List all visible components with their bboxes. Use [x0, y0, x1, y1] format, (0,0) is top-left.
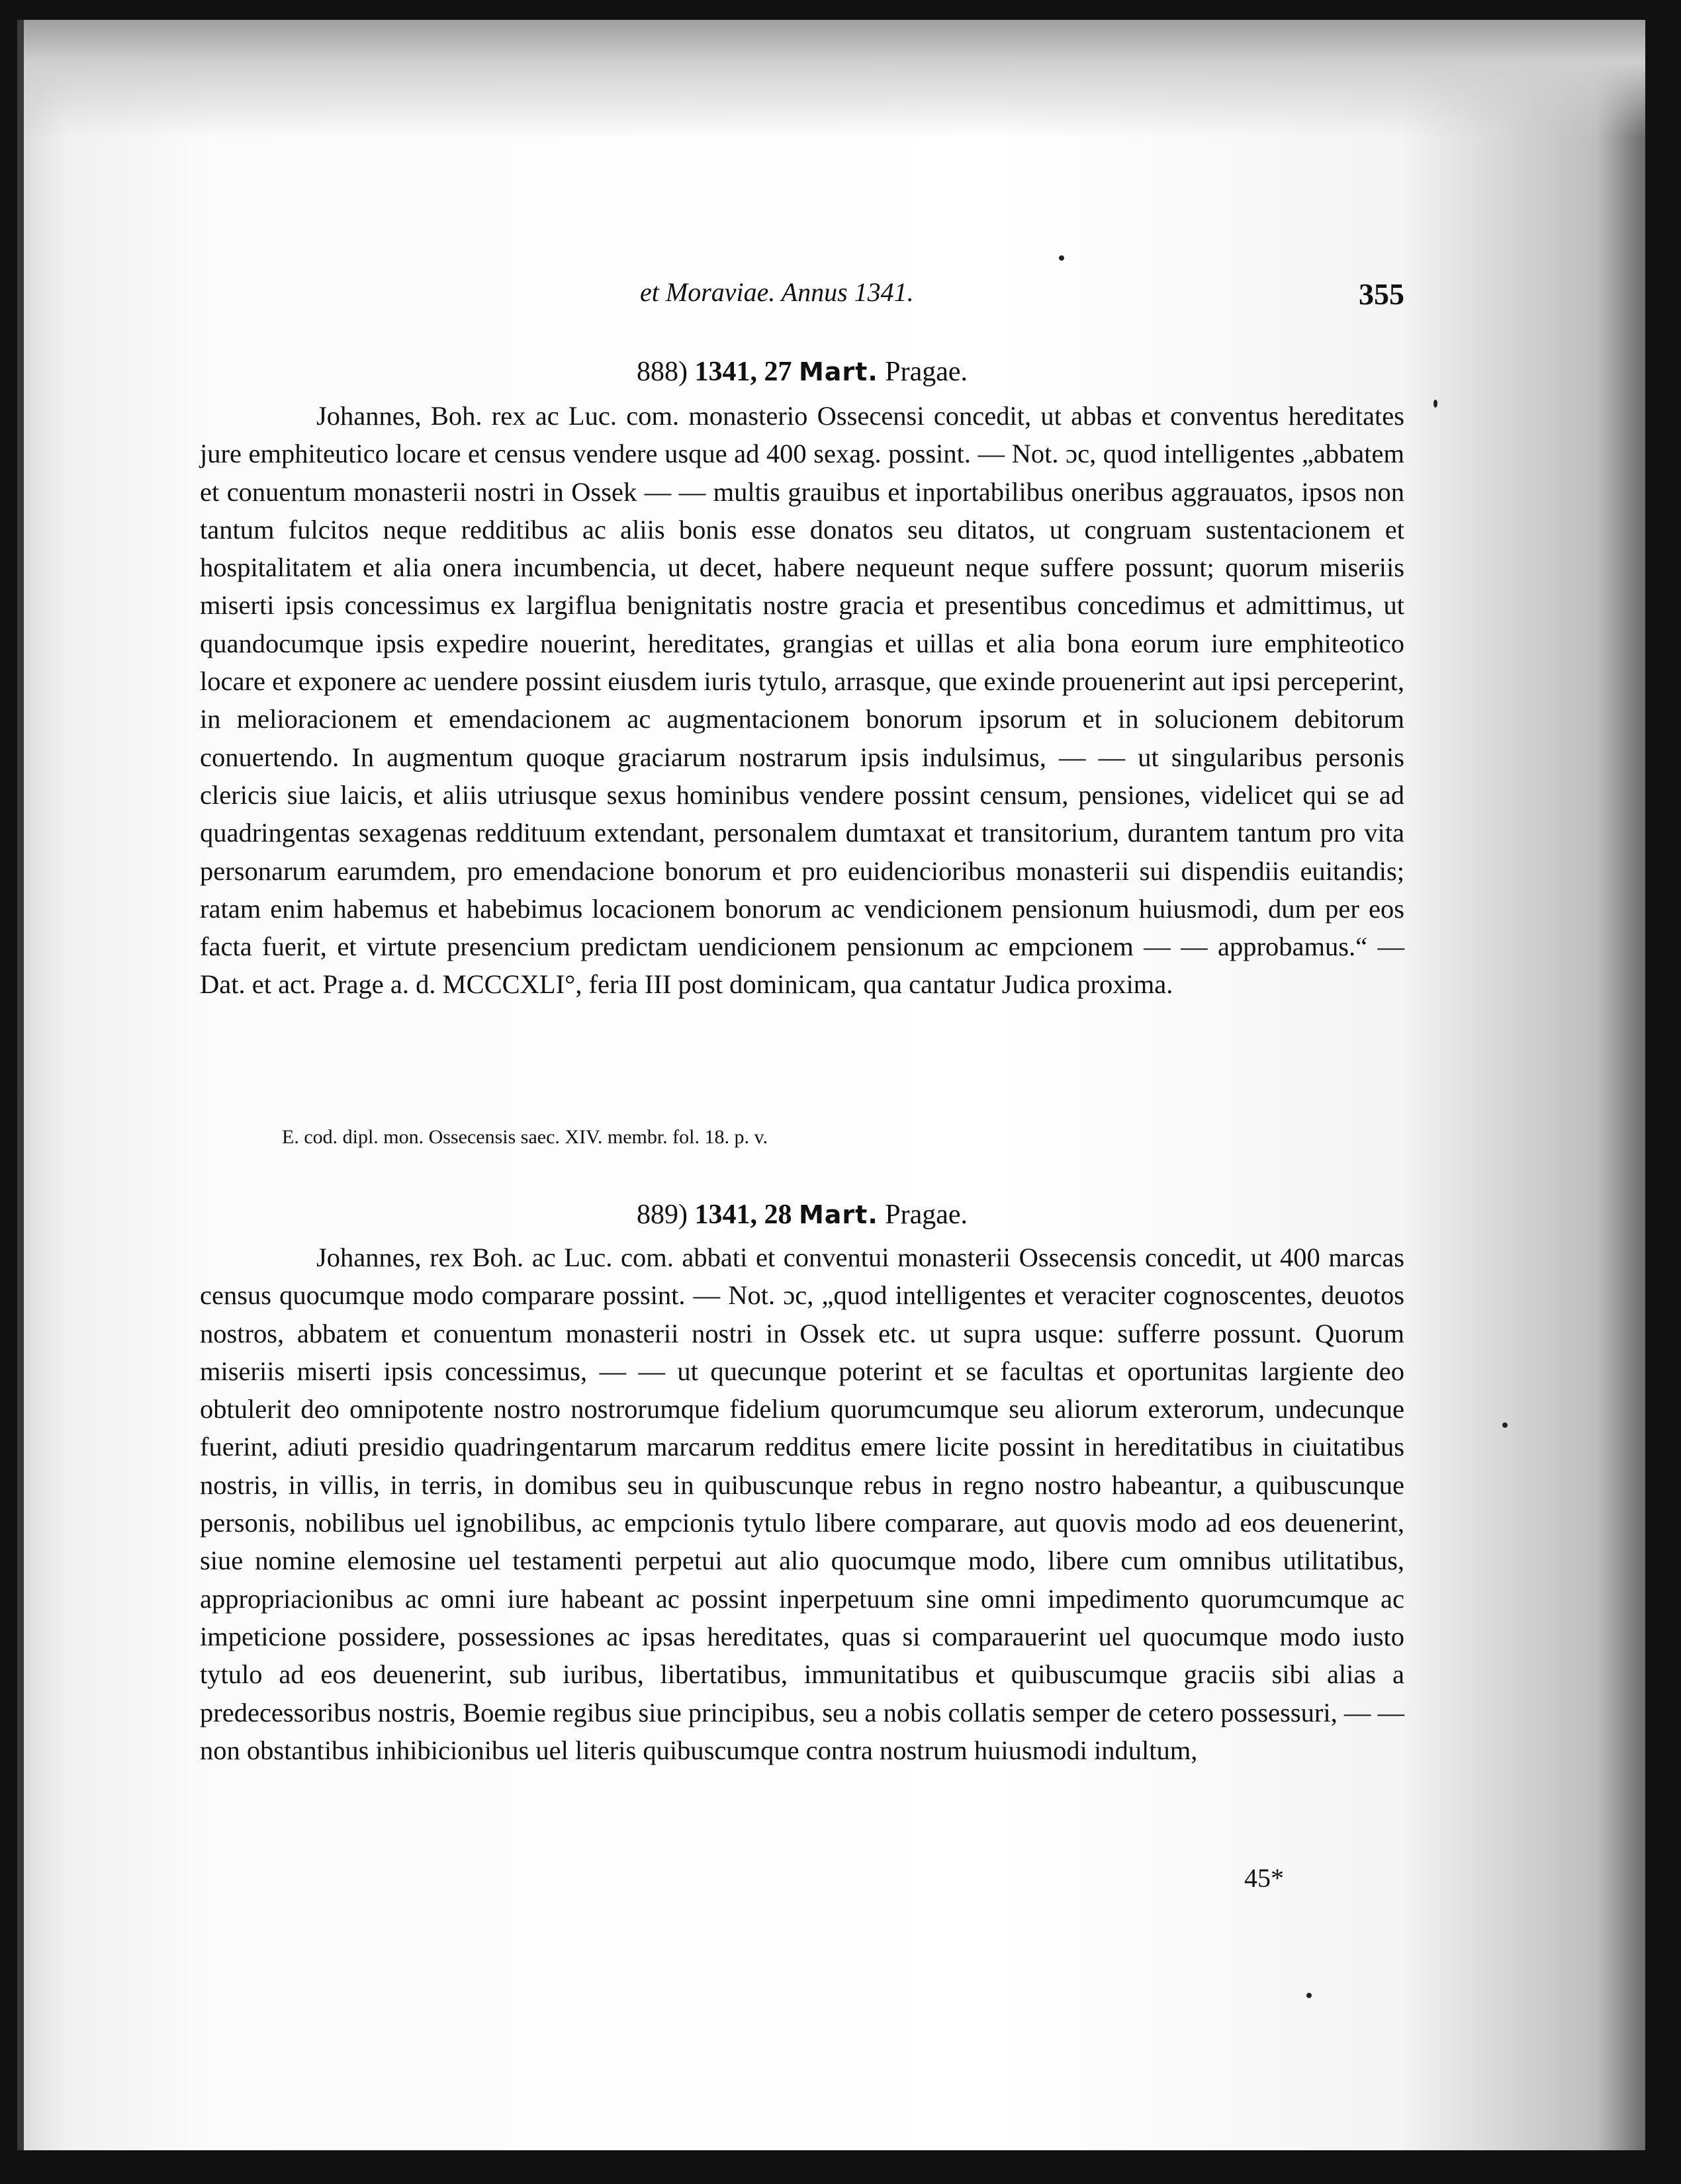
entry-text-888: Johannes, Boh. rex ac Luc. com. monasterio Ossecensi concedit, ut abbas et conventus hereditates jure emphiteutico locare et census vendere usque ad 400 sexag. possint. — Not. ɔc, quod intelligentes „abbatem et conuentum monasterii nostri in Ossek — — multis grauibus et inportabilibus oneribus aggrauatos, ipsos non tantum fulcitos neque redditibus ac aliis bonis esse donatos seu ditatos, ut congruam sustentacionem et hospitalitatem et alia onera incumbencia, ut decet, habere nequeunt neque suffere possunt; quorum miseriis miserti ipsis concessimus ex largiflua benignitatis nostre gracia et presentibus concedimus et admittimus, ut quandocumque ipsis expedire nouerint, hereditates, grangias et uillas et alia bona eorum iure emphiteotico locare et exponere ac uendere possint eiusdem iuris tytulo, arrasque, que exinde prouenerint aut ipsi perceperint, in melioracionem et emendacionem ac augmentacionem bonorum ipsorum et in solucionem debitorum conuertendo. In augmentum quoque graciarum nostrarum ipsis indulsimus, — — ut singularibus personis clericis siue laicis, et aliis utriusque sexus hominibus vendere possint censum, pensiones, videlicet qui se ad quadringentas sexagenas reddituum extendant, personalem dumtaxat et transitorium, durantem tantum pro vita personarum earumdem, pro emendacione bonorum et pro euidencioribus monasterii sui dispendiis euitandis; ratam enim habemus et habebimus locacionem bonorum ac vendicionem pensionum huiusmodi, dum per eos facta fuerit, et virtute presencium predictam uendicionem pensionum ac empcionem — — approbamus.“ — Dat. et act. Prage a. d. MCCCXLI°, feria III post dominicam, qua cantatur Judica proxima. — [200, 401, 1404, 1000]
entry-place: Pragae. — [885, 1200, 968, 1230]
entry-heading-889 — [200, 1199, 1404, 1231]
entry-date: 1341, 28 — [694, 1200, 792, 1230]
scan-speck — [1433, 400, 1437, 408]
entry-number: 889) — [636, 1200, 688, 1230]
scan-speck — [1059, 255, 1064, 261]
entry-source-888: E. cod. dipl. mon. Ossecensis saec. XIV. membr. fol. 18. p. v. — [282, 1126, 768, 1148]
entry-month: Mart. — [798, 357, 878, 386]
signature-mark: 45* — [1244, 1863, 1284, 1893]
scan-speck — [1306, 1993, 1312, 1998]
scan-speck — [1502, 1422, 1508, 1428]
page-number: 355 — [1359, 277, 1404, 311]
running-title: et Moraviae. Annus 1341. — [640, 277, 914, 307]
running-header — [200, 277, 1404, 316]
entry-date: 1341, 27 — [694, 357, 792, 387]
entry-place: Pragae. — [885, 357, 968, 387]
entry-heading-888 — [200, 356, 1404, 388]
entry-number: 888) — [636, 357, 688, 387]
entry-month: Mart. — [798, 1200, 878, 1229]
entry-text-889: Johannes, rex Boh. ac Luc. com. abbati et conventui monasterii Ossecensis concedit, ut 400 marcas census quocumque modo comparare possint. — Not. ɔc, „quod intelligentes et veraciter cognoscentes, deuotos nostros, abbatem et conuentum monasterii nostri in Ossek etc. ut supra usque: sufferre possunt. Quorum miseriis miserti ipsis concessimus, — — ut quecunque poterint et se facultas et oportunitas largiente deo obtulerit deo omnipotente nostro nostrorumque fidelium quorumcumque seu aliorum exterorum, undecunque fuerint, adiuti presidio quadringentarum marcarum redditus emere licite possint in hereditatibus in ciuitatibus nostris, in villis, in terris, in domibus seu in quibuscunque rebus in regno nostro habeantur, a quibuscunque personis, nobilibus uel ignobilibus, ac empcionis tytulo libere comparare, aut quovis modo ad eos deuenerint, siue nomine elemosine uel testamenti perpetui aut alio quocumque modo, libere cum omnibus utilitatibus, appropriacionibus ac omni iure habeant ac possint inperpetuum sine omni impedimento quorumcumque ac impeticione possidere, possessiones ac ipsas hereditates, quas si comparauerint uel quocumque modo iusto tytulo ad eos deuenerint, sub iuribus, libertatibus, immunitatibus et quibuscumque graciis sibi alias a predecessoribus nostris, Boemie regibus siue principibus, seu a nobis collatis semper de cetero possessuri, — — non obstantibus inhibicionibus uel literis quibuscumque contra nostrum huiusmodi indultum, — [200, 1243, 1404, 1765]
